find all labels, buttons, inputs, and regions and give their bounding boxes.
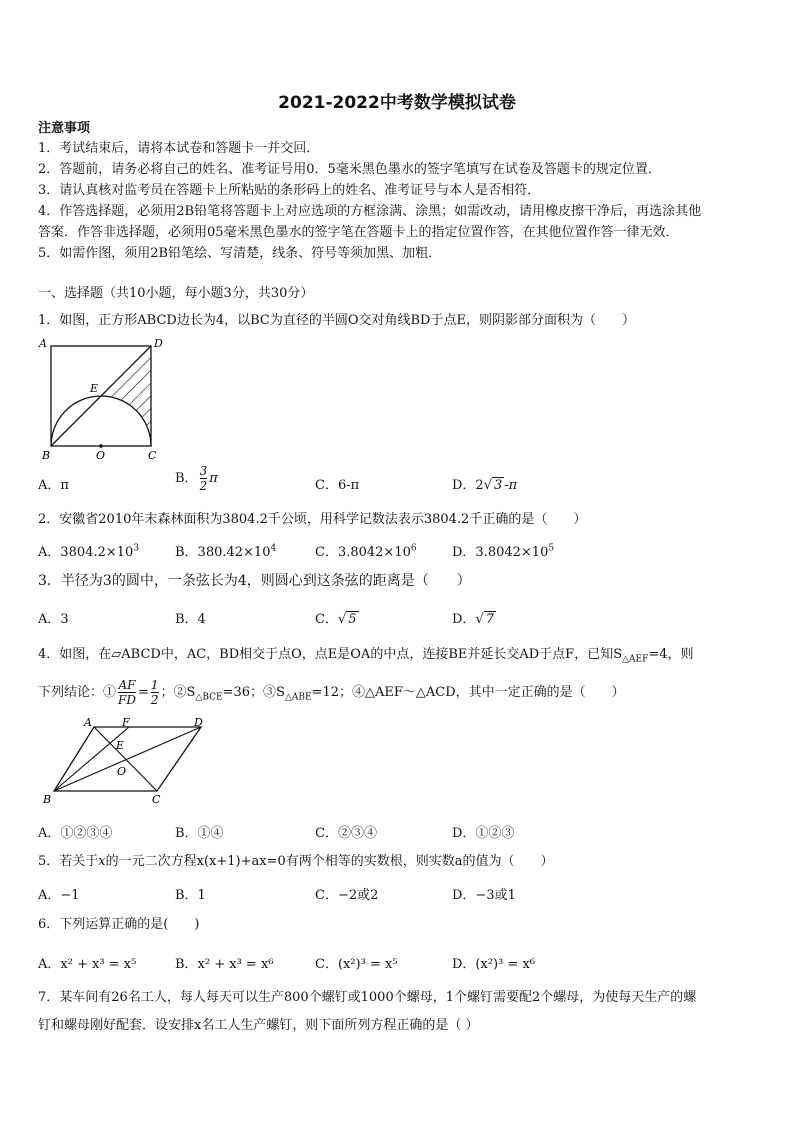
label-c: C [152,793,161,806]
q2-option-c[interactable]: C．$3.8042\times 10^6$ [315,543,417,560]
q4-figure-parallelogram [38,715,218,810]
label-d: D [194,716,203,729]
note-item: 2．答题前，请务必将自己的姓名、准考证号用0．5毫米黑色墨水的签字笔填写在试卷及答题卡的规定位置． [38,162,661,177]
note-item: 5．如需作图，须用2B铅笔绘、写清楚，线条、符号等须加黑、加粗． [38,246,442,261]
q6-option-b[interactable]: B．x² + x³ = x⁶ [175,957,274,972]
q1-option-a[interactable]: A．π [38,478,69,493]
q5-option-d[interactable]: D．−3或1 [452,888,516,903]
q2-option-d[interactable]: D．$3.8042\times 10^5$ [452,543,555,560]
question-1-stem: 1．如图，正方形ABCD边长为4，以BC为直径的半圆O交对角线BD于点E，则阴影部分面积为（ ） [38,313,635,328]
q4-option-a[interactable]: A．①②③④ [38,826,113,841]
q3-option-a[interactable]: A．3 [38,612,69,627]
q3-option-d[interactable]: D．√ 7 [452,612,495,627]
note-item: 3．请认真核对监考员在答题卡上所粘贴的条形码上的姓名、准考证号与本人是否相符． [38,183,541,198]
q6-option-a[interactable]: A．x² + x³ = x⁵ [38,957,137,972]
q2-option-b[interactable]: B．$380.42\times 10^4$ [175,543,277,560]
q2-options [38,541,758,561]
label-o: O [117,765,127,778]
q6-option-c[interactable]: C．(x²)³ = x⁵ [315,957,398,972]
q4-option-c[interactable]: C．②③④ [315,826,377,841]
segment-bf [54,727,129,791]
question-4-conclusions: 下列结论：① $\frac{AF}{FD}$ = $\frac{1}{2}$ ；$②S_{\triangle BCE}=36$；$③S_{\triangle ABE}=12$；④△AEF～△ACD，其中一定正确的是（ ） [38,678,625,707]
center-point-o [99,444,103,448]
label-b: B [43,793,52,806]
label-o: O [96,449,106,462]
q1-option-d[interactable]: D．2√ 3 -π [452,478,518,493]
q6-options [38,953,758,973]
question-4-stem: 4．如图，在▱ABCD中，AC，BD相交于点O，点E是OA的中点，连接BE并延长交AD于点F，已知$S_{\triangle AEF}=4$，则 [38,647,694,665]
question-5-stem: 5．若关于x的一元二次方程x(x+1)+ax=0有两个相等的实数根，则实数a的值为（ ） [38,854,554,869]
q5-option-c[interactable]: C．−2或2 [315,888,379,903]
label-e: E [90,382,99,395]
q4-option-b[interactable]: B．①④ [175,826,224,841]
label-c: C [148,449,157,462]
note-item: 1．考试结束后，请将本试卷和答题卡一并交回． [38,141,320,156]
label-d: D [154,337,163,350]
q1-option-c[interactable]: C．6-π [315,478,360,493]
question-2-stem: 2．安徽省2010年末森林面积为3804.2千公顷，用科学记数法表示3804.2千正确的是（ ） [38,512,587,527]
diagonal-ac [94,727,157,791]
note-item: 4．作答选择题，必须用2B铅笔将答题卡上对应选项的方框涂满、涂黑；如需改动，请用橡皮擦干净后，再选涂其他 [38,204,702,219]
q1-figure-square-semicircle [34,334,174,464]
label-f: F [122,716,130,729]
question-6-stem: 6．下列运算正确的是( ) [38,917,200,932]
label-a: A [84,716,92,729]
q5-options [38,884,758,904]
q5-option-b[interactable]: B．1 [175,888,206,903]
q3-option-b[interactable]: B．4 [175,612,206,627]
q3-options [38,608,758,628]
label-b: B [42,449,51,462]
page-title: 2021-2022中考数学模拟试卷 [278,93,516,113]
question-3-stem: 3．半径为3的圆中，一条弦长为4，则圆心到这条弦的距离是（ ） [38,573,471,589]
note-item: 答案．作答非选择题，必须用05毫米黑色墨水的签字笔在答题卡上的指定位置作答，在其他位置作答一律无效． [38,225,679,240]
question-7-stem-line2: 钉和螺母刚好配套．设安排x名工人生产螺钉，则下面所列方程正确的是（ ） [38,1018,479,1033]
question-7-stem-line1: 7．某车间有26名工人，每人每天可以生产800个螺钉或1000个螺母，1个螺钉需要配2个螺母，为使每天生产的螺 [38,990,697,1005]
q2-option-a[interactable]: A．$3804.2\times 10^3$ [38,543,140,560]
q5-option-a[interactable]: A．−1 [38,888,80,903]
q4-option-d[interactable]: D．①②③ [452,826,515,841]
label-e: E [116,739,125,752]
q4-options [38,822,758,842]
q6-option-d[interactable]: D．(x²)³ = x⁶ [452,957,536,972]
section-heading: 一、选择题（共10小题，每小题3分，共30分） [38,286,314,301]
q1-option-b[interactable]: B． $\frac{3}{2}$ π [175,464,218,493]
q3-option-c[interactable]: C．√ 5 [315,612,357,627]
q1-options [38,464,758,494]
label-a: A [39,337,47,350]
notes-heading: 注意事项 [38,121,91,136]
